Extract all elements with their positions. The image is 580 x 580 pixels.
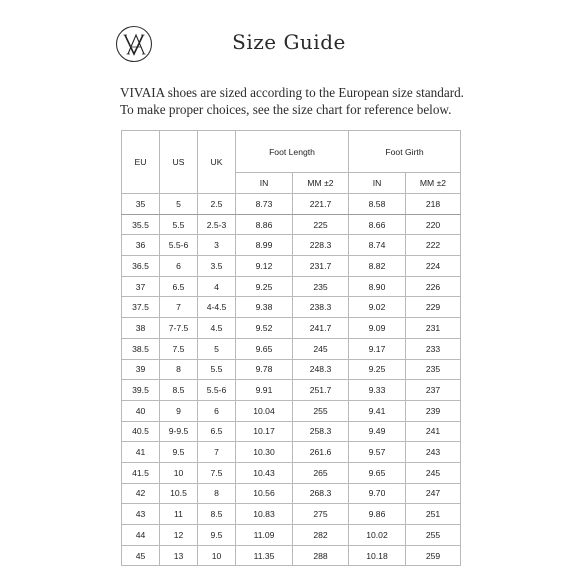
cell-uk: 10 [198,545,236,566]
cell-foot-length-in: 8.99 [236,235,293,256]
cell-foot-girth-mm: 255 [406,525,461,546]
cell-us: 7-7.5 [160,318,198,339]
cell-foot-length-in: 10.83 [236,504,293,525]
cell-eu: 38.5 [122,338,160,359]
cell-foot-girth-in: 9.86 [349,504,406,525]
cell-foot-girth-in: 9.09 [349,318,406,339]
cell-eu: 41 [122,442,160,463]
header-us: US [160,131,198,194]
cell-foot-girth-in: 9.57 [349,442,406,463]
cell-foot-length-mm: 258.3 [293,421,349,442]
cell-eu: 39.5 [122,380,160,401]
cell-us: 5 [160,194,198,215]
cell-foot-girth-mm: 247 [406,483,461,504]
size-rows [122,194,461,566]
table-row [122,421,461,442]
cell-us: 8 [160,359,198,380]
table-row [122,400,461,421]
cell-foot-length-mm: 228.3 [293,235,349,256]
cell-us: 7 [160,297,198,318]
cell-foot-length-in: 8.86 [236,214,293,235]
table-row [122,297,461,318]
cell-foot-length-in: 9.12 [236,256,293,277]
size-chart-table [121,130,461,566]
cell-eu: 35 [122,194,160,215]
table-row [122,276,461,297]
cell-us: 10.5 [160,483,198,504]
cell-eu: 35.5 [122,214,160,235]
table-row [122,318,461,339]
cell-us: 9-9.5 [160,421,198,442]
cell-foot-length-in: 10.43 [236,462,293,483]
cell-us: 12 [160,525,198,546]
cell-foot-length-mm: 235 [293,276,349,297]
cell-foot-girth-mm: 222 [406,235,461,256]
cell-eu: 39 [122,359,160,380]
cell-foot-girth-mm: 226 [406,276,461,297]
cell-foot-girth-in: 9.25 [349,359,406,380]
cell-us: 9 [160,400,198,421]
header-uk: UK [198,131,236,194]
cell-foot-girth-mm: 235 [406,359,461,380]
cell-foot-length-in: 9.25 [236,276,293,297]
cell-foot-girth-mm: 233 [406,338,461,359]
cell-foot-girth-in: 9.65 [349,462,406,483]
cell-foot-length-in: 10.56 [236,483,293,504]
cell-foot-length-in: 9.38 [236,297,293,318]
table-row [122,214,461,235]
cell-eu: 45 [122,545,160,566]
cell-foot-girth-in: 10.18 [349,545,406,566]
cell-uk: 4-4.5 [198,297,236,318]
header-foot-girth: Foot Girth [349,131,461,173]
cell-us: 6.5 [160,276,198,297]
cell-foot-length-in: 9.78 [236,359,293,380]
cell-us: 13 [160,545,198,566]
header-foot-length-in: IN [236,173,293,194]
header-foot-length: Foot Length [236,131,349,173]
cell-foot-girth-mm: 218 [406,194,461,215]
cell-eu: 42 [122,483,160,504]
cell-foot-length-mm: 238.3 [293,297,349,318]
cell-foot-length-in: 9.52 [236,318,293,339]
cell-foot-girth-in: 9.70 [349,483,406,504]
cell-us: 11 [160,504,198,525]
table-row [122,256,461,277]
cell-eu: 36.5 [122,256,160,277]
cell-eu: 37.5 [122,297,160,318]
intro-line-1: VIVAIA shoes are sized according to the European size standard. [120,85,464,100]
cell-foot-length-mm: 282 [293,525,349,546]
cell-foot-length-mm: 251.7 [293,380,349,401]
table-row [122,483,461,504]
cell-us: 7.5 [160,338,198,359]
cell-uk: 5.5 [198,359,236,380]
table-row [122,338,461,359]
table-row [122,442,461,463]
cell-uk: 5 [198,338,236,359]
cell-foot-length-mm: 221.7 [293,194,349,215]
cell-eu: 44 [122,525,160,546]
cell-foot-length-mm: 275 [293,504,349,525]
cell-foot-girth-mm: 241 [406,421,461,442]
cell-us: 8.5 [160,380,198,401]
cell-us: 10 [160,462,198,483]
cell-foot-girth-in: 8.90 [349,276,406,297]
cell-uk: 6.5 [198,421,236,442]
cell-uk: 2.5-3 [198,214,236,235]
cell-uk: 9.5 [198,525,236,546]
table-row [122,525,461,546]
cell-foot-length-mm: 288 [293,545,349,566]
cell-foot-girth-in: 8.82 [349,256,406,277]
cell-foot-length-in: 8.73 [236,194,293,215]
cell-uk: 4 [198,276,236,297]
cell-foot-length-mm: 248.3 [293,359,349,380]
header-eu: EU [122,131,160,194]
cell-foot-girth-mm: 229 [406,297,461,318]
intro-text [120,84,480,118]
cell-foot-girth-in: 8.66 [349,214,406,235]
cell-eu: 36 [122,235,160,256]
cell-foot-girth-in: 9.02 [349,297,406,318]
cell-uk: 8.5 [198,504,236,525]
cell-foot-girth-in: 8.74 [349,235,406,256]
cell-eu: 40.5 [122,421,160,442]
cell-foot-length-in: 10.04 [236,400,293,421]
cell-foot-length-mm: 245 [293,338,349,359]
cell-foot-length-mm: 225 [293,214,349,235]
cell-foot-girth-in: 9.41 [349,400,406,421]
header-foot-length-mm: MM ±2 [293,173,349,194]
cell-foot-length-in: 9.65 [236,338,293,359]
cell-us: 5.5-6 [160,235,198,256]
cell-foot-length-in: 11.35 [236,545,293,566]
cell-foot-girth-mm: 245 [406,462,461,483]
table-row [122,504,461,525]
cell-uk: 4.5 [198,318,236,339]
cell-foot-length-mm: 261.6 [293,442,349,463]
cell-foot-girth-in: 9.49 [349,421,406,442]
table-row [122,194,461,215]
cell-foot-length-in: 11.09 [236,525,293,546]
cell-uk: 7.5 [198,462,236,483]
cell-uk: 8 [198,483,236,504]
cell-foot-girth-mm: 251 [406,504,461,525]
cell-foot-girth-in: 10.02 [349,525,406,546]
cell-foot-length-mm: 241.7 [293,318,349,339]
page-title: Size Guide [232,30,346,54]
cell-eu: 40 [122,400,160,421]
cell-foot-girth-in: 9.17 [349,338,406,359]
cell-eu: 41.5 [122,462,160,483]
header-foot-girth-mm: MM ±2 [406,173,461,194]
cell-foot-length-mm: 231.7 [293,256,349,277]
table-row [122,235,461,256]
cell-foot-girth-mm: 243 [406,442,461,463]
cell-uk: 3 [198,235,236,256]
cell-eu: 38 [122,318,160,339]
cell-foot-girth-mm: 237 [406,380,461,401]
cell-foot-girth-mm: 259 [406,545,461,566]
cell-uk: 3.5 [198,256,236,277]
cell-foot-length-mm: 268.3 [293,483,349,504]
cell-uk: 6 [198,400,236,421]
cell-us: 6 [160,256,198,277]
cell-foot-length-in: 10.17 [236,421,293,442]
cell-foot-length-mm: 265 [293,462,349,483]
cell-foot-girth-mm: 220 [406,214,461,235]
cell-eu: 37 [122,276,160,297]
cell-foot-girth-mm: 224 [406,256,461,277]
cell-foot-length-in: 10.30 [236,442,293,463]
table-row [122,380,461,401]
table-row [122,545,461,566]
cell-foot-girth-mm: 239 [406,400,461,421]
header-foot-girth-in: IN [349,173,406,194]
cell-eu: 43 [122,504,160,525]
cell-uk: 2.5 [198,194,236,215]
cell-uk: 5.5-6 [198,380,236,401]
cell-us: 5.5 [160,214,198,235]
cell-foot-girth-in: 9.33 [349,380,406,401]
cell-foot-girth-in: 8.58 [349,194,406,215]
table-row [122,462,461,483]
table-row [122,359,461,380]
cell-foot-length-in: 9.91 [236,380,293,401]
cell-us: 9.5 [160,442,198,463]
intro-line-2: To make proper choices, see the size chart for reference below. [120,102,452,117]
cell-foot-girth-mm: 231 [406,318,461,339]
cell-foot-length-mm: 255 [293,400,349,421]
cell-uk: 7 [198,442,236,463]
